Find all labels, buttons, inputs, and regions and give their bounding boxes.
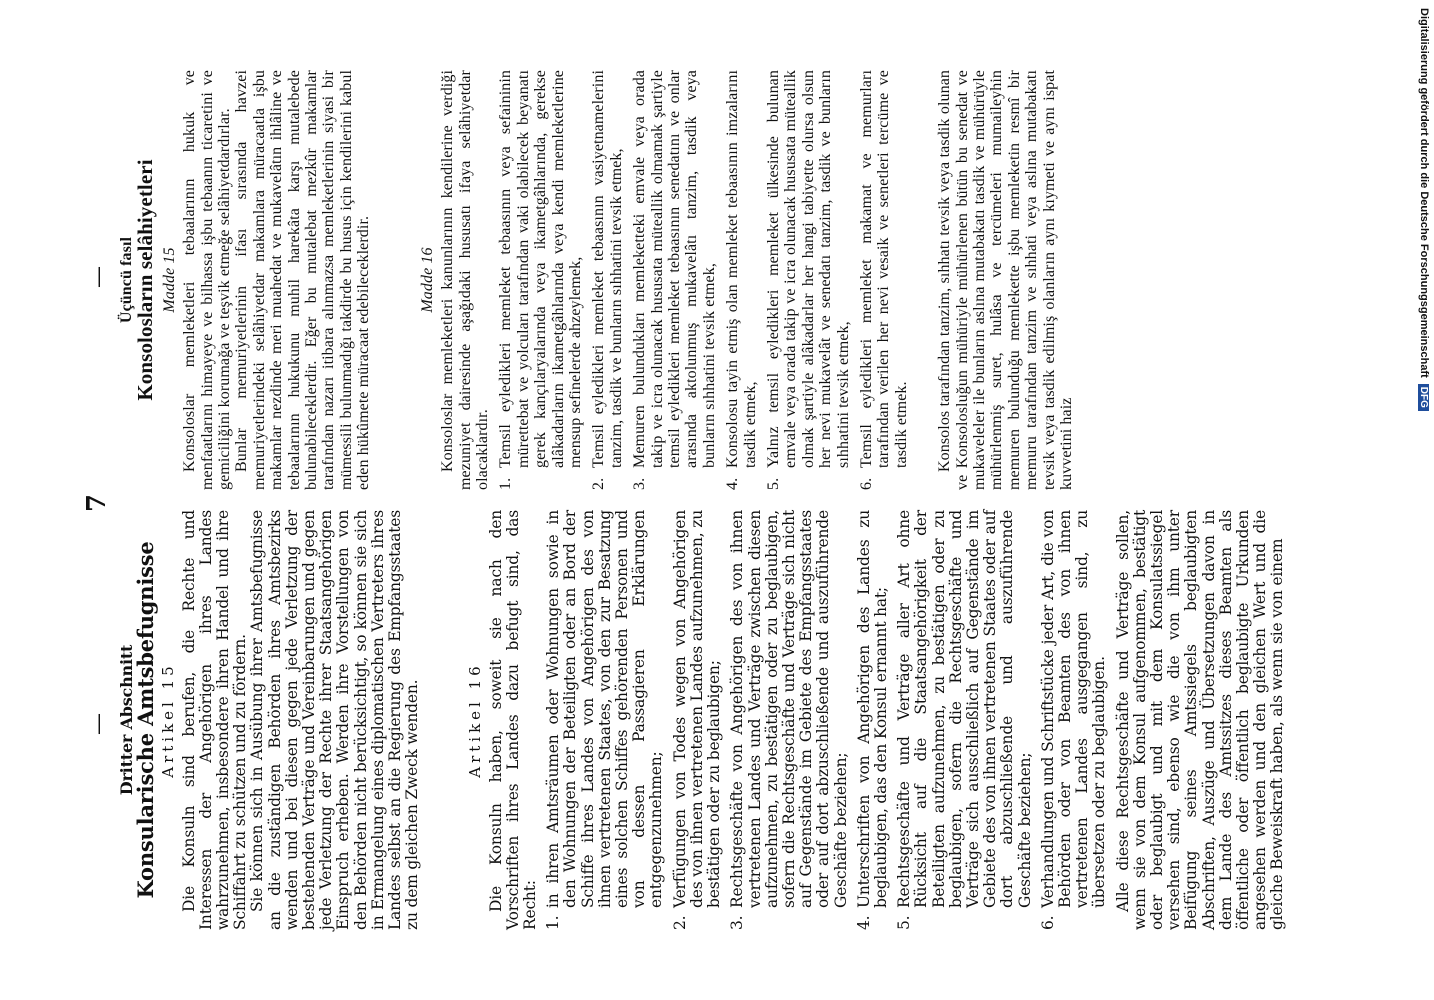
page-number: 7 (82, 493, 112, 512)
madde-16-heading: Madde 16 (418, 247, 436, 313)
turkish-closing-paragraph: Konsolos tarafından tanzim, sıhhatı tevsik veya tasdik olunan ve Konsolosluğun mühüriyle mühürlenen bütün bu senedat ve mukaveleler ile bunların aslına mutabakatı tasdik ve mühürüyle mühürlenmiş suret, hulâsa ve tercümeleri mumaileyhin memuren bulunduğu memlekette işbu memleketin resmî bir memuru tarafından tanzim ve sıhhati veya aslına mutabakatı tevsik veya tasdik edilmiş olanların aynı kıymeti ve aynı ispat kuvvetini haiz (936, 70, 1076, 490)
item-number: 1. (497, 477, 515, 490)
item-text: Konsolosu tayin etmiş olan memleket tebaasının imzalarını tasdik etmek, (724, 70, 759, 468)
german-column (118, 510, 1287, 930)
article-16-intro: Die Konsuln haben, soweit sie nach den Vorschriften ihres Landes dazu befugt sind, das Recht: (486, 510, 540, 930)
item-text: in ihren Amtsräumen oder Wohnungen sowie in den Wohnungen der Beteiligten oder an Bord der Schiffe ihres Landes von Angehörigen des von ihnen vertretenen Staates, von den zur Besatzung eines solchen Schiffes gehörenden Personen und von dessen Passagieren Erklärungen entgegenzunehmen; (544, 510, 666, 908)
page-dash-right: — (86, 266, 111, 288)
funding-credit (1410, 8, 1430, 998)
item-number: 2. (670, 915, 689, 930)
list-item (590, 70, 625, 490)
list-item (1040, 510, 1109, 930)
list-item (631, 70, 718, 490)
article-15-paragraph-2: Sie können sich in Ausübung ihrer Amtsbefugnisse an die zuständigen Behörden ihres Amtsbezirks wenden und bei diesen gegen jede Verletzung der bestehenden Verträge und Vereinbarungen und gegen jede Verletzung der Rechte ihrer Staatsangehörigen Einspruch erheben. Werden ihre Vorstellungen von den Behörden nicht berücksichtigt, so können sie sich in Ermangelung eines diplomatischen Vertreters ihres Landes selbst an die Regierung des Empfangsstaates zu dem gleichen Zweck wenden. (248, 510, 422, 930)
list-item (858, 70, 910, 490)
item-number: 1. (544, 915, 563, 930)
page-dash-left: — (86, 713, 111, 735)
item-text: Rechtsgeschäfte und Verträge aller Art ohne Rücksicht auf die Staatsangehörigkeit der Beteiligten aufzunehmen, zu bestätigen oder zu beglaubigen, sofern die Rechtsgeschäfte und Verträge sich ausschließlich auf Gegenstände im Gebiete des von ihnen vertretenen Staates oder auf dort abzuschließende und auszuführende Geschäfte beziehen; (895, 510, 1034, 908)
list-item (896, 510, 1034, 930)
dfg-logo: DFG (1418, 384, 1429, 411)
funding-credit-text-wrap (1410, 8, 1430, 998)
german-closing-paragraph: Alle diese Rechtsgeschäfte und Verträge sollen, wenn sie von dem Konsul aufgenommen, bestätigt oder beglaubigt und mit dem Konsulatssiegel versehen sind, ebenso wie die von ihm unter Beifügung seines Amtssiegels beglaubigten Abschriften, Auszüge und Übersetzungen davon in dem Lande des Amtssitzes dieses Beamten als öffentliche oder öffentlich beglaubigte Urkunden angesehen werden und den gleichen Wert und die gleiche Beweiskraft haben, als wenn sie von einem (1113, 510, 1287, 930)
turkish-section-heading: Üçüncü fasıl (118, 236, 135, 324)
list-item (729, 510, 849, 930)
madde-15-heading: Madde 15 (160, 247, 178, 313)
list-item (545, 510, 665, 930)
list-item (856, 510, 890, 930)
madde-16-intro: Konsoloslar memleketleri kanunlarının kendilerine verdiği mezuniyet dairesinde aşağıdaki hususatı ifaya selâhiyetdar olacaklardır. (439, 70, 491, 490)
madde-15-paragraph-1: Konsoloslar memleketleri tebaalarının hukuk ve menfaatlarını himayeye ve bilhassa işbu tebaanın ticaretini ve gemiciliğini korumağa ve teşvik etmeğe selâhiyetdardırlar. (181, 70, 234, 490)
item-text: Yalnız temsil eyledikleri memleket ülkesinde bulunan emvale veya orada takip ve icra olunacak hususata müteallik olmak şartiyle alâkadarlar her hangi tabiyette olursa olsun her nevi mukavelât ve senedatı tanzim, tasdik ve bunların sıhhatini tevsik etmek, (765, 70, 852, 468)
item-number: 5. (765, 477, 782, 490)
item-number: 3. (631, 477, 649, 490)
madde-15-paragraph-2: Bunlar memuriyetlerinin ifası sırasında havzei memuriyetlerindeki selâhiyetdar makamlara müracaatla işbu makamlar nezdinde meri muahedat ve mukavelâtın ihlâline ve tebaalarının hukukunu muhil harekâta karşı mutalebede bulunabileceklerdir. Eğer bu mutalebat mezkûr makamlar tarafından nazarı itibara alınmazsa memleketlerinin siyasi bir mümessili bulunmadığı takdirde bu husus için kendilerini kabul eden hükûmete müracaat edebileceklerdir. (233, 70, 373, 490)
article-15-heading: Artikel 15 (159, 662, 178, 778)
item-text: Verfügungen von Todes wegen von Angehörigen des von ihnen vertretenen Landes aufzunehmen, zu bestätigen oder zu beglaubigen; (670, 510, 724, 908)
list-item (724, 70, 759, 490)
article-16-heading: Artikel 16 (466, 662, 485, 778)
item-number: 4. (724, 477, 742, 490)
item-text: Temsil eyledikleri memleket makamat ve memurları tarafından verilen her nevi vesaik ve senetleri tercüme ve tasdik etmek. (858, 70, 910, 468)
turkish-title: Konsolosların selâhiyetleri (133, 159, 158, 401)
item-text: Verhandlungen und Schriftstücke jeder Art, die von Behörden oder von Beamten des von ihnen vertretenen Landes ausgegangen sind, zu übersetzen oder zu beglaubigen. (1038, 510, 1109, 908)
turkish-column (118, 70, 1076, 490)
item-text: Rechtsgeschäfte von Angehörigen des von ihnen vertretenen Landes und Verträge zwischen diesen aufzunehmen, zu bestätigen oder zu beglaubigen, sofern die Rechtsgeschäfte und Verträge sich nicht auf Gegenstände im Gebiete des Empfangsstaates oder auf dort abzuschließende und auszuführende Geschäfte beziehen; (728, 510, 850, 908)
item-text: Memuren bulundukları memleketteki emvale veya orada takip ve icra olunacak hususata müteallik olmamak şartiyle temsil eyledikleri memleket tebaasının senedatını ve onlar arasında aktolunmuş mukavelâtı tanzim, tasdik veya bunların sıhhatini tevsik etmek, (631, 70, 718, 468)
turkish-item-list (497, 70, 910, 490)
item-number: 6. (1038, 915, 1057, 930)
list-item (497, 70, 584, 490)
item-number: 6. (858, 477, 876, 490)
item-number: 5. (895, 915, 914, 930)
item-text: Temsil eyledikleri memleket tebaasının veya sefaininin mürettebat ve yolcuları tarafından vaki olabilecek beyanatı gerek kançılaryalarında veya ikametgâhlarında, gerekse alâkadarların ikametgâhlarında veya kendi memleketlerine mensup sefinelerde ahzeylemek, (497, 70, 584, 468)
german-title: Konsularische Amtsbefugnisse (133, 541, 159, 899)
item-number: 2. (590, 477, 608, 490)
item-text: Temsil eyledikleri memleket tebaasının vasiyetnamelerini tanzim, tasdik ve bunların sıhhatini tevsik etmek, (590, 70, 625, 468)
german-item-list (545, 510, 1108, 930)
list-item (672, 510, 724, 930)
german-section-heading: Dritter Abschnitt (117, 644, 136, 796)
list-item (765, 70, 852, 490)
funding-credit-text: Digitalisierung gefördert durch die Deutsche Forschungsgemeinschaft (1418, 8, 1430, 378)
item-text: Unterschriften von Angehörigen des Landes zu beglaubigen, das den Konsul ernannt hat; (854, 510, 890, 908)
article-15-paragraph-1: Die Konsuln sind berufen, die Rechte und Interessen der Angehörigen ihres Landes wahrzunehmen, insbesondere ihren Handel und ihre Schiffahrt zu schützen und zu fördern. (179, 510, 250, 930)
item-number: 3. (728, 915, 747, 930)
item-number: 4. (854, 915, 873, 930)
